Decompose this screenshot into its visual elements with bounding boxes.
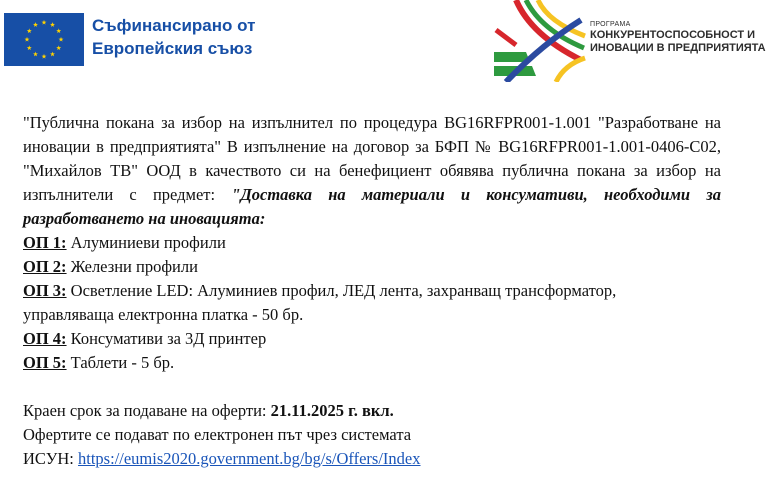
eu-flag-icon (4, 13, 84, 66)
lot-2 (23, 255, 721, 279)
lot-3 (23, 279, 721, 303)
notice-intro (23, 111, 721, 231)
program-label: ПРОГРАМА (590, 21, 631, 28)
lot-4 (23, 327, 721, 351)
lot-text: Таблети - 5 бр. (66, 353, 175, 372)
offers-link[interactable]: https://eumis2020.government.bg/bg/s/Offers/Index (78, 449, 421, 468)
page-header (0, 0, 777, 100)
eu-cofunded-label (92, 14, 255, 60)
program-logo-icon (486, 0, 586, 82)
notice-body (23, 111, 721, 471)
eu-label-line-1: Съфинансирано от (92, 16, 256, 35)
lot-tag: ОП 5: (23, 353, 67, 372)
lot-text: Алуминиеви профили (66, 233, 226, 252)
lot-tag: ОП 4: (23, 329, 67, 348)
lot-1 (23, 231, 721, 255)
lot-text: Железни профили (66, 257, 198, 276)
lot-3-continuation: управляваща електронна платка - 50 бр. (23, 305, 304, 324)
submission-line: Офертите се подават по електронен път чрез системата (23, 425, 412, 444)
program-name-line-1: КОНКУРЕНТОСПОСОБНОСТ И (590, 29, 756, 41)
lot-tag: ОП 2: (23, 257, 67, 276)
deadline-value: 21.11.2025 г. вкл. (270, 401, 394, 420)
deadline-label: Краен срок за подаване на оферти: (23, 401, 271, 420)
lot-tag: ОП 1: (23, 233, 67, 252)
lot-tag: ОП 3: (23, 281, 67, 300)
deadline (23, 399, 721, 423)
system-line (23, 447, 721, 471)
eu-label-line-2: Европейския съюз (92, 39, 253, 58)
notice-subject: "Доставка на материали и консумативи, необходими за разработването на иновацията: (23, 185, 721, 228)
program-title (590, 20, 766, 55)
intro-text: "Публична покана за избор на изпълнител по процедура BG16RFPR001-1.001 "Разработване на иновации в предприятията" В изпълнение на договор за БФП № BG16RFPR001-1.001-0406-C02, "Михайлов ТВ" ООД в качеството си на бенефициент обявява публична покана за избор на изпълнители с предмет: (23, 113, 721, 204)
program-name-line-2: ИНОВАЦИИ В ПРЕДПРИЯТИЯТА (590, 42, 766, 54)
lot-text: Консумативи за 3Д принтер (66, 329, 267, 348)
lot-text: Осветление LED: Алуминиев профил, ЛЕД лента, захранващ трансформатор, (66, 281, 617, 300)
system-label: ИСУН: (23, 449, 79, 468)
lot-5 (23, 351, 721, 375)
